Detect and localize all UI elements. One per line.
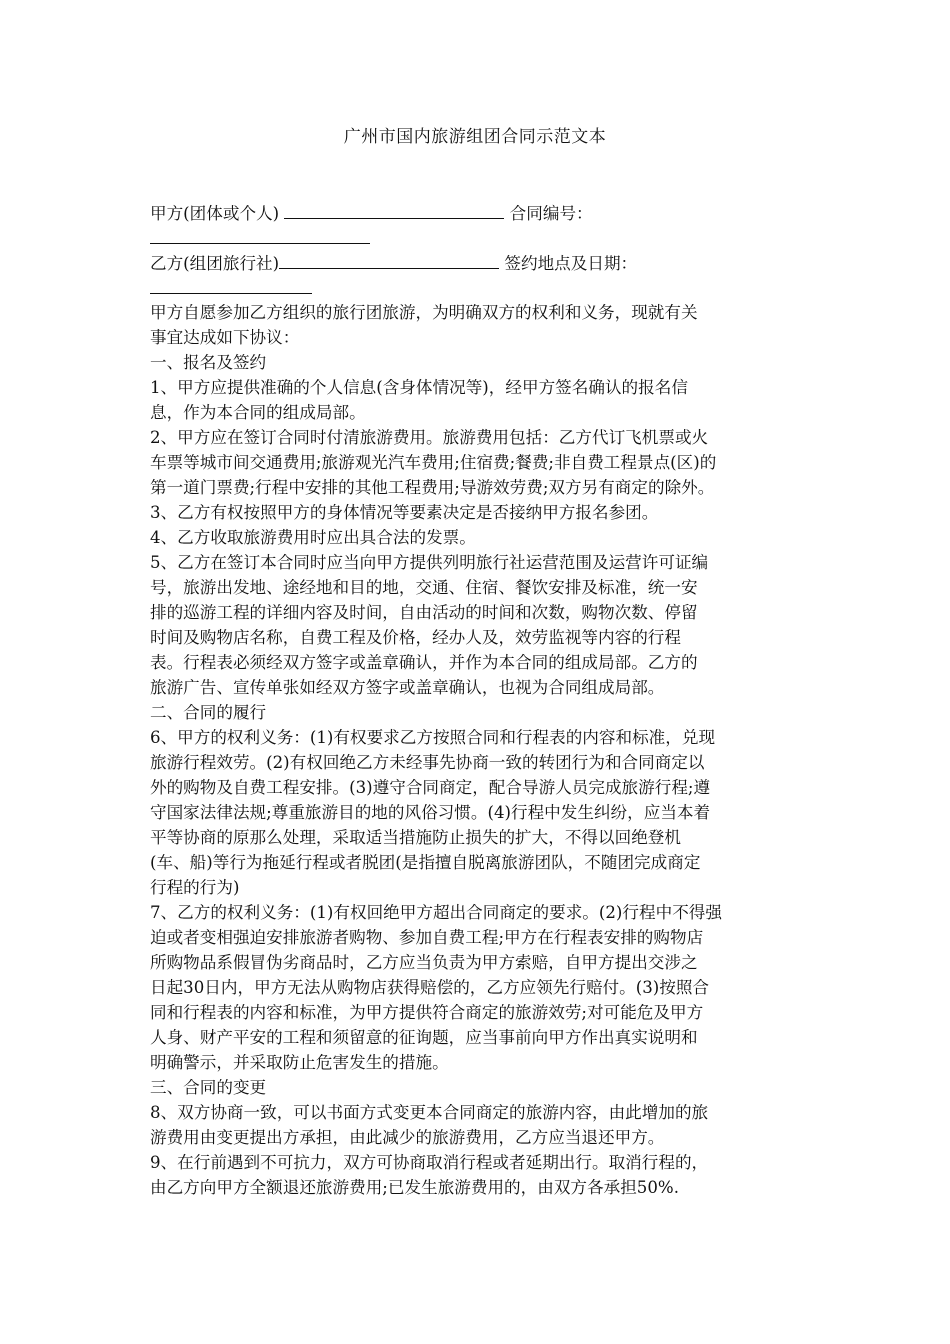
party-a-line <box>150 200 802 225</box>
paragraph-line: 迫或者变相强迫安排旅游者购物、参加自费工程;甲方在行程表安排的购物店 <box>150 928 704 947</box>
paragraph-line: (车、船)等行为拖延行程或者脱团(是指擅自脱离旅游团队，不随团完成商定 <box>150 853 701 872</box>
document-body <box>150 200 802 1200</box>
document-title: 广州市国内旅游组团合同示范文本 <box>343 127 607 147</box>
paragraph-line: 同和行程表的内容和标准，为甲方提供符合商定的旅游效劳;对可能危及甲方 <box>150 1003 704 1022</box>
party-a-blank <box>284 200 504 219</box>
paragraph-line: 7、乙方的权利义务：(1)有权回绝甲方超出合同商定的要求。(2)行程中不得强 <box>150 903 722 922</box>
paragraph <box>150 1100 802 1150</box>
paragraph-line: 号，旅游出发地、途经地和目的地，交通、住宿、餐饮安排及标准，统一安 <box>150 578 698 597</box>
paragraph-line: 外的购物及自费工程安排。(3)遵守合同商定，配合导游人员完成旅游行程;遵 <box>150 778 711 797</box>
paragraph <box>150 900 802 1075</box>
paragraph-line: 4、乙方收取旅游费用时应出具合法的发票。 <box>150 528 476 547</box>
sign-place-blank <box>150 275 312 294</box>
paragraph-line: 3、乙方有权按照甲方的身体情况等要素决定是否接纳甲方报名参团。 <box>150 503 659 522</box>
party-b-label: 乙方(组团旅行社) <box>150 254 280 273</box>
paragraph-line: 2、甲方应在签订合同时付清旅游费用。旅游费用包括：乙方代订飞机票或火 <box>150 428 709 447</box>
paragraph-line: 平等协商的原那么处理，采取适当措施防止损失的扩大，不得以回绝登机 <box>150 828 681 847</box>
sign-place-date-label: 签约地点及日期： <box>499 254 638 273</box>
paragraph <box>150 300 802 350</box>
paragraph-line: 事宜达成如下协议： <box>150 328 300 347</box>
paragraph-line: 时间及购物店名称，自费工程及价格，经办人及，效劳监视等内容的行程 <box>150 628 681 647</box>
paragraph-line: 息，作为本合同的组成局部。 <box>150 403 366 422</box>
paragraph-line: 甲方自愿参加乙方组织的旅行团旅游，为明确双方的权利和义务，现就有关 <box>150 303 698 322</box>
contract-no-label: 合同编号： <box>504 204 593 223</box>
paragraph-line: 第一道门票费;行程中安排的其他工程费用;导游效劳费;双方另有商定的除外。 <box>150 478 715 497</box>
paragraph <box>150 700 802 725</box>
paragraph-line: 二、合同的履行 <box>150 703 267 722</box>
contract-paragraphs <box>150 300 802 1200</box>
paragraph-line: 旅游行程效劳。(2)有权回绝乙方未经事先协商一致的转团行为和合同商定以 <box>150 753 705 772</box>
paragraph-line: 由乙方向甲方全额退还旅游费用;已发生旅游费用的，由双方各承担50%. <box>150 1178 679 1197</box>
paragraph <box>150 725 802 900</box>
paragraph-line: 5、乙方在签订本合同时应当向甲方提供列明旅行社运营范围及运营许可证编 <box>150 553 709 572</box>
paragraph <box>150 525 802 550</box>
paragraph <box>150 1075 802 1100</box>
paragraph <box>150 425 802 500</box>
paragraph-line: 游费用由变更提出方承担，由此减少的旅游费用，乙方应当退还甲方。 <box>150 1128 665 1147</box>
paragraph-line: 守国家法律法规;尊重旅游目的地的风俗习惯。(4)行程中发生纠纷，应当本着 <box>150 803 711 822</box>
party-a-label: 甲方(团体或个人) <box>150 204 285 223</box>
paragraph-line: 所购物品系假冒伪劣商品时，乙方应当负责为甲方索赔，自甲方提出交涉之 <box>150 953 698 972</box>
paragraph-line: 9、在行前遇到不可抗力，双方可协商取消行程或者延期出行。取消行程的， <box>150 1153 709 1172</box>
party-b-blank <box>279 250 499 269</box>
paragraph <box>150 375 802 425</box>
paragraph-line: 日起30日内，甲方无法从购物店获得赔偿的，乙方应领先行赔付。(3)按照合 <box>150 978 710 997</box>
sign-place-blank-line <box>150 275 802 300</box>
contract-no-blank-line <box>150 225 802 250</box>
contract-no-blank <box>150 225 370 244</box>
paragraph <box>150 550 802 700</box>
paragraph-line: 1、甲方应提供准确的个人信息(含身体情况等)，经甲方签名确认的报名信 <box>150 378 688 397</box>
paragraph-line: 行程的行为) <box>150 878 240 897</box>
paragraph-line: 明确警示，并采取防止危害发生的措施。 <box>150 1053 449 1072</box>
paragraph <box>150 1150 802 1200</box>
paragraph-line: 旅游广告、宣传单张如经双方签字或盖章确认，也视为合同组成局部。 <box>150 678 665 697</box>
paragraph-line: 一、报名及签约 <box>150 353 267 372</box>
party-b-line <box>150 250 802 275</box>
paragraph-line: 车票等城市间交通费用;旅游观光汽车费用;住宿费;餐费;非自费工程景点(区)的 <box>150 453 717 472</box>
paragraph-line: 人身、财产平安的工程和须留意的征询题，应当事前向甲方作出真实说明和 <box>150 1028 698 1047</box>
paragraph <box>150 500 802 525</box>
paragraph-line: 6、甲方的权利义务：(1)有权要求乙方按照合同和行程表的内容和标准，兑现 <box>150 728 716 747</box>
paragraph-line: 表。行程表必须经双方签字或盖章确认，并作为本合同的组成局部。乙方的 <box>150 653 698 672</box>
paragraph <box>150 350 802 375</box>
paragraph-line: 8、双方协商一致，可以书面方式变更本合同商定的旅游内容，由此增加的旅 <box>150 1103 709 1122</box>
paragraph-line: 三、合同的变更 <box>150 1078 267 1097</box>
paragraph-line: 排的巡游工程的详细内容及时间，自由活动的时间和次数，购物次数、停留 <box>150 603 698 622</box>
